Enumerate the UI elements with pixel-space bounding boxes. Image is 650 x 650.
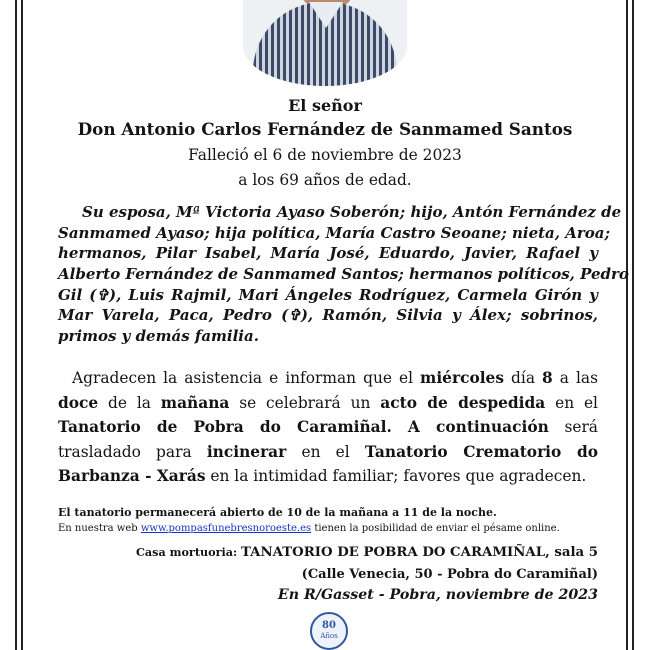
ceremony-line xyxy=(58,464,598,489)
opening-hours: El tanatorio permanecerá abierto de 10 de la mañana a 11 de la noche. xyxy=(58,506,497,519)
anniversary-logo xyxy=(310,612,348,650)
ceremony-paragraph xyxy=(58,366,598,489)
age-line: a los 69 años de edad. xyxy=(238,171,412,189)
ceremony-text: en el xyxy=(545,393,598,412)
family-line: Gil (✞), Luis Rajmil, Mari Ángeles Rodríguez, Carmela Girón y xyxy=(58,285,598,304)
mortuary-place: TANATORIO DE POBRA DO CARAMIÑAL, sala 5 xyxy=(241,545,598,560)
portrait-photo xyxy=(243,0,407,86)
ceremony-text: día xyxy=(504,369,543,387)
ceremony-line xyxy=(58,440,598,465)
ceremony-text: trasladado para xyxy=(58,442,207,461)
family-paragraph xyxy=(58,202,629,347)
crematorium-location: Barbanza - Xarás xyxy=(58,467,206,486)
family-line: primos y demás familia. xyxy=(58,327,259,346)
ceremony-text: de la xyxy=(98,393,161,412)
deceased-name: Don Antonio Carlos Fernández de Sanmamed Santos xyxy=(77,119,573,139)
ceremony-line xyxy=(58,415,598,440)
family-line: hermanos, Pilar Isabel, María José, Eduardo, Javier, Rafael y xyxy=(58,244,598,263)
ceremony-text: en el xyxy=(286,442,365,461)
ceremony-date-number: 8 xyxy=(542,369,553,387)
crematorium-name: Tanatorio Crematorio do xyxy=(364,442,598,461)
ceremony-text: se celebrará un xyxy=(229,393,381,412)
web-note xyxy=(58,523,560,534)
ceremony-line xyxy=(58,391,598,416)
logo-word: Años xyxy=(320,632,338,640)
family-line: Sanmamed Ayaso; hija política, María Castro Seoane; nieta, Aroa; xyxy=(58,223,611,242)
ceremony-line xyxy=(58,366,598,391)
death-date: Falleció el 6 de noviembre de 2023 xyxy=(188,146,462,164)
family-line: Mar Varela, Paca, Pedro (✞), Ramón, Silvia y Álex; sobrinos, xyxy=(58,306,598,325)
signoff: En R/Gasset - Pobra, noviembre de 2023 xyxy=(277,587,598,603)
ceremony-hour: doce xyxy=(58,393,99,412)
ceremony-text: a las xyxy=(552,369,598,387)
ceremony-text: Agradecen la asistencia e informan que el xyxy=(72,369,421,387)
title-prefix: El señor xyxy=(288,96,362,115)
web-note-text: tienen la posibilidad de enviar el pésame online. xyxy=(311,523,560,534)
mortuary-label: Casa mortuoria: xyxy=(136,545,242,559)
ceremony-action: incinerar xyxy=(206,442,287,461)
website-link[interactable]: www.pompasfunebresnoroeste.es xyxy=(140,523,312,534)
logo-number: 80 xyxy=(322,620,336,631)
ceremony-place: Tanatorio de Pobra do Caramiñal. A continuación xyxy=(58,418,549,437)
ceremony-time: mañana xyxy=(160,393,230,412)
family-line: Su esposa, Mª Victoria Ayaso Soberón; hijo, Antón Fernández de xyxy=(82,203,622,221)
family-line: Alberto Fernández de Sanmamed Santos; hermanos políticos, Pedro xyxy=(58,265,629,284)
web-note-text: En nuestra web xyxy=(58,523,141,534)
ceremony-text: en la intimidad familiar; favores que agradecen. xyxy=(205,467,587,486)
mortuary-address: (Calle Venecia, 50 - Pobra do Caramiñal) xyxy=(301,567,598,582)
ceremony-day: miércoles xyxy=(420,369,505,387)
ceremony-event: acto de despedida xyxy=(380,393,546,412)
ceremony-text: será xyxy=(548,418,598,437)
mortuary-line xyxy=(136,545,598,560)
